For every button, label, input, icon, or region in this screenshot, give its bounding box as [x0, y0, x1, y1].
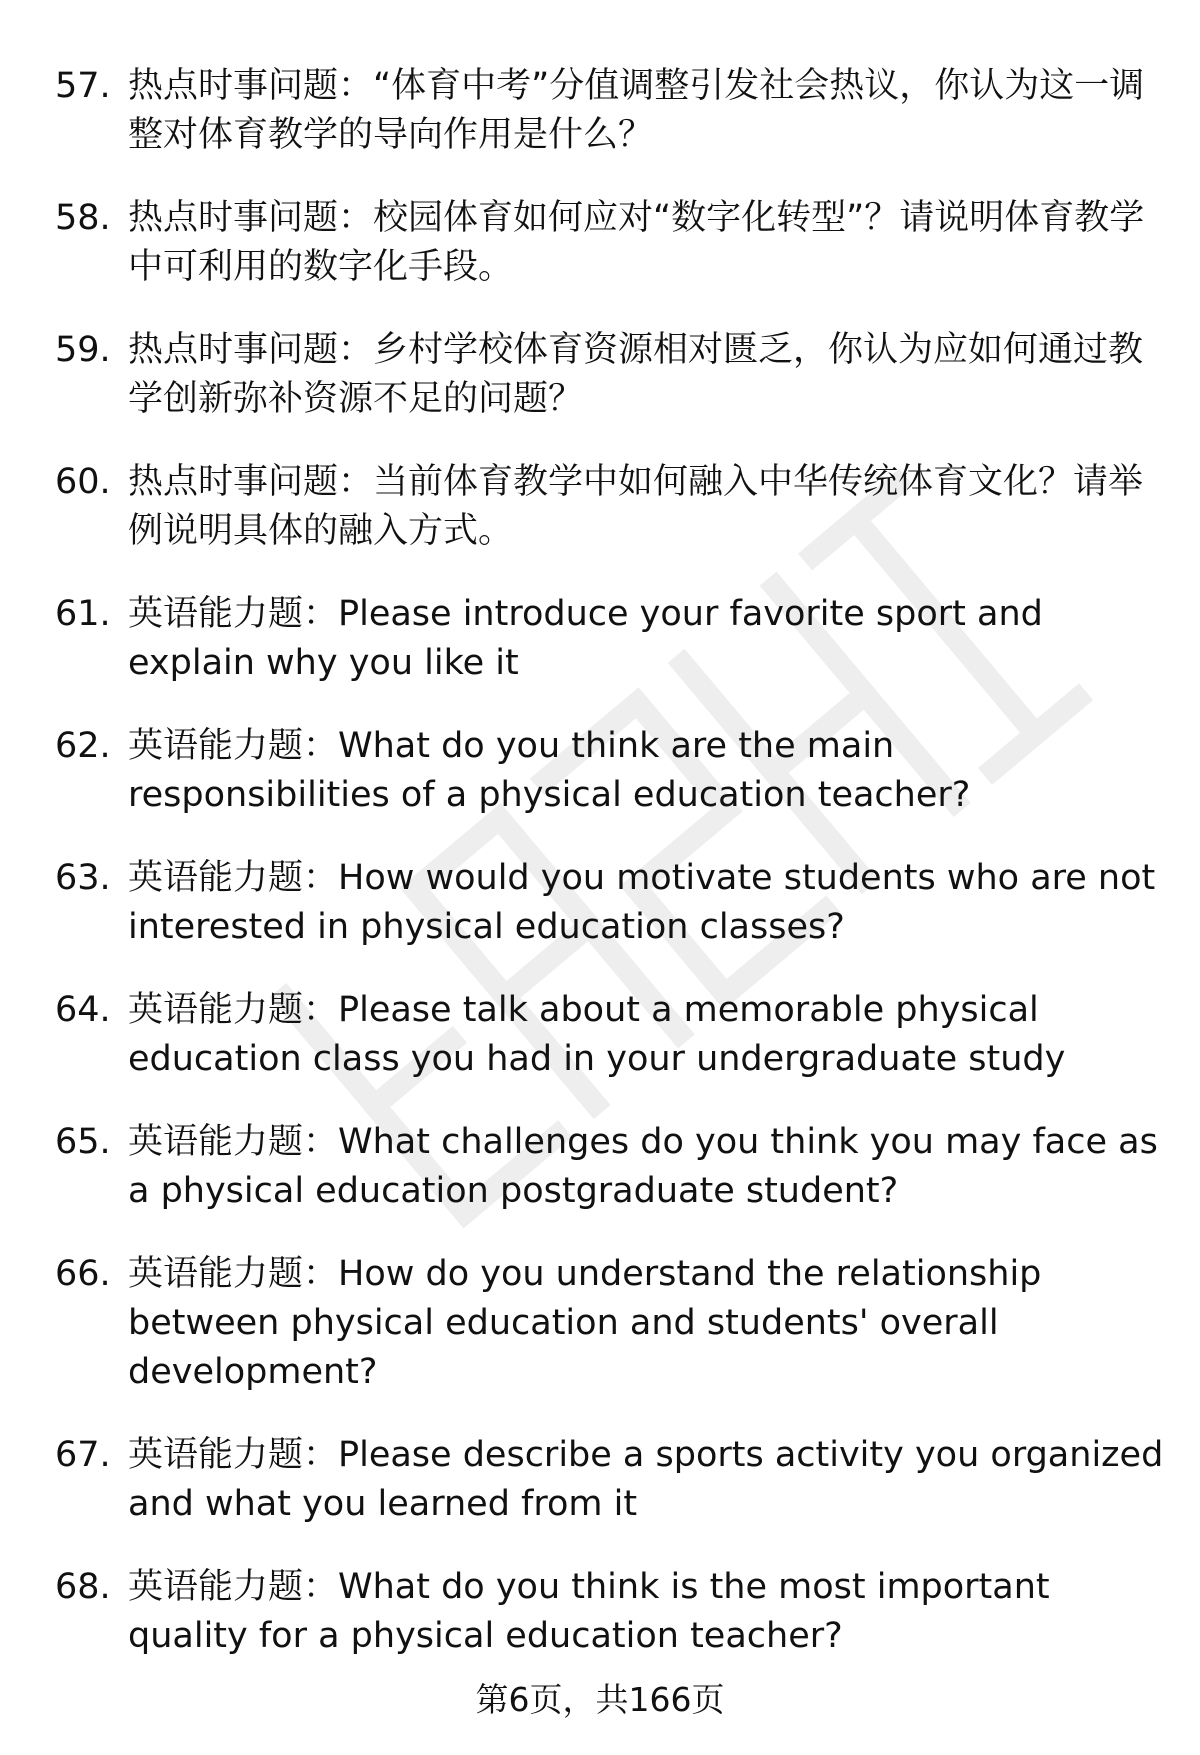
question-number: 62.: [55, 726, 111, 766]
list-item: [55, 1118, 1165, 1216]
question-number: 60.: [55, 462, 111, 502]
question-number: 61.: [55, 594, 111, 634]
question-number: 67.: [55, 1435, 111, 1475]
list-item: [55, 1563, 1165, 1661]
question-text: 英语能力题：What do you think are the main responsibilities of a physical education teacher?: [128, 726, 971, 815]
list-item: [55, 590, 1165, 688]
list-item: [55, 62, 1165, 160]
question-text: 热点时事问题：“体育中考”分值调整引发社会热议，你认为这一调整对体育教学的导向作用是什么？: [128, 66, 1145, 155]
list-item: [55, 326, 1165, 424]
question-text: 英语能力题：What do you think is the most important quality for a physical education teacher?: [128, 1567, 1050, 1656]
question-number: 57.: [55, 66, 111, 106]
list-item: [55, 458, 1165, 556]
list-item: [55, 854, 1165, 952]
question-text: 英语能力题：Please talk about a memorable physical education class you had in your undergraduate study: [128, 990, 1066, 1079]
list-item: [55, 1250, 1165, 1397]
question-number: 64.: [55, 990, 111, 1030]
question-number: 59.: [55, 330, 111, 370]
question-text: 英语能力题：Please introduce your favorite sport and explain why you like it: [128, 594, 1043, 683]
list-item: [55, 194, 1165, 292]
question-text: 英语能力题：What challenges do you think you may face as a physical education postgraduate student?: [128, 1122, 1158, 1211]
question-text: 热点时事问题：乡村学校体育资源相对匮乏，你认为应如何通过教学创新弥补资源不足的问题？: [128, 330, 1144, 419]
question-text: 英语能力题：How would you motivate students who are not interested in physical education classes?: [128, 858, 1156, 947]
page-number-label: 第6页，共166页: [475, 1680, 725, 1719]
question-number: 58.: [55, 198, 111, 238]
question-list: [55, 62, 1165, 1695]
question-text: 英语能力题：Please describe a sports activity you organized and what you learned from it: [128, 1435, 1164, 1524]
list-item: [55, 1431, 1165, 1529]
question-number: 65.: [55, 1122, 111, 1162]
page-footer: [0, 1678, 1200, 1722]
list-item: [55, 722, 1165, 820]
question-text: 英语能力题：How do you understand the relationship between physical education and students' overall development?: [128, 1254, 1042, 1392]
list-item: [55, 986, 1165, 1084]
question-number: 63.: [55, 858, 111, 898]
question-text: 热点时事问题：校园体育如何应对“数字化转型”？请说明体育教学中可利用的数字化手段。: [128, 198, 1145, 287]
question-number: 66.: [55, 1254, 111, 1294]
question-number: 68.: [55, 1567, 111, 1607]
question-text: 热点时事问题：当前体育教学中如何融入中华传统体育文化？请举例说明具体的融入方式。: [128, 462, 1144, 551]
